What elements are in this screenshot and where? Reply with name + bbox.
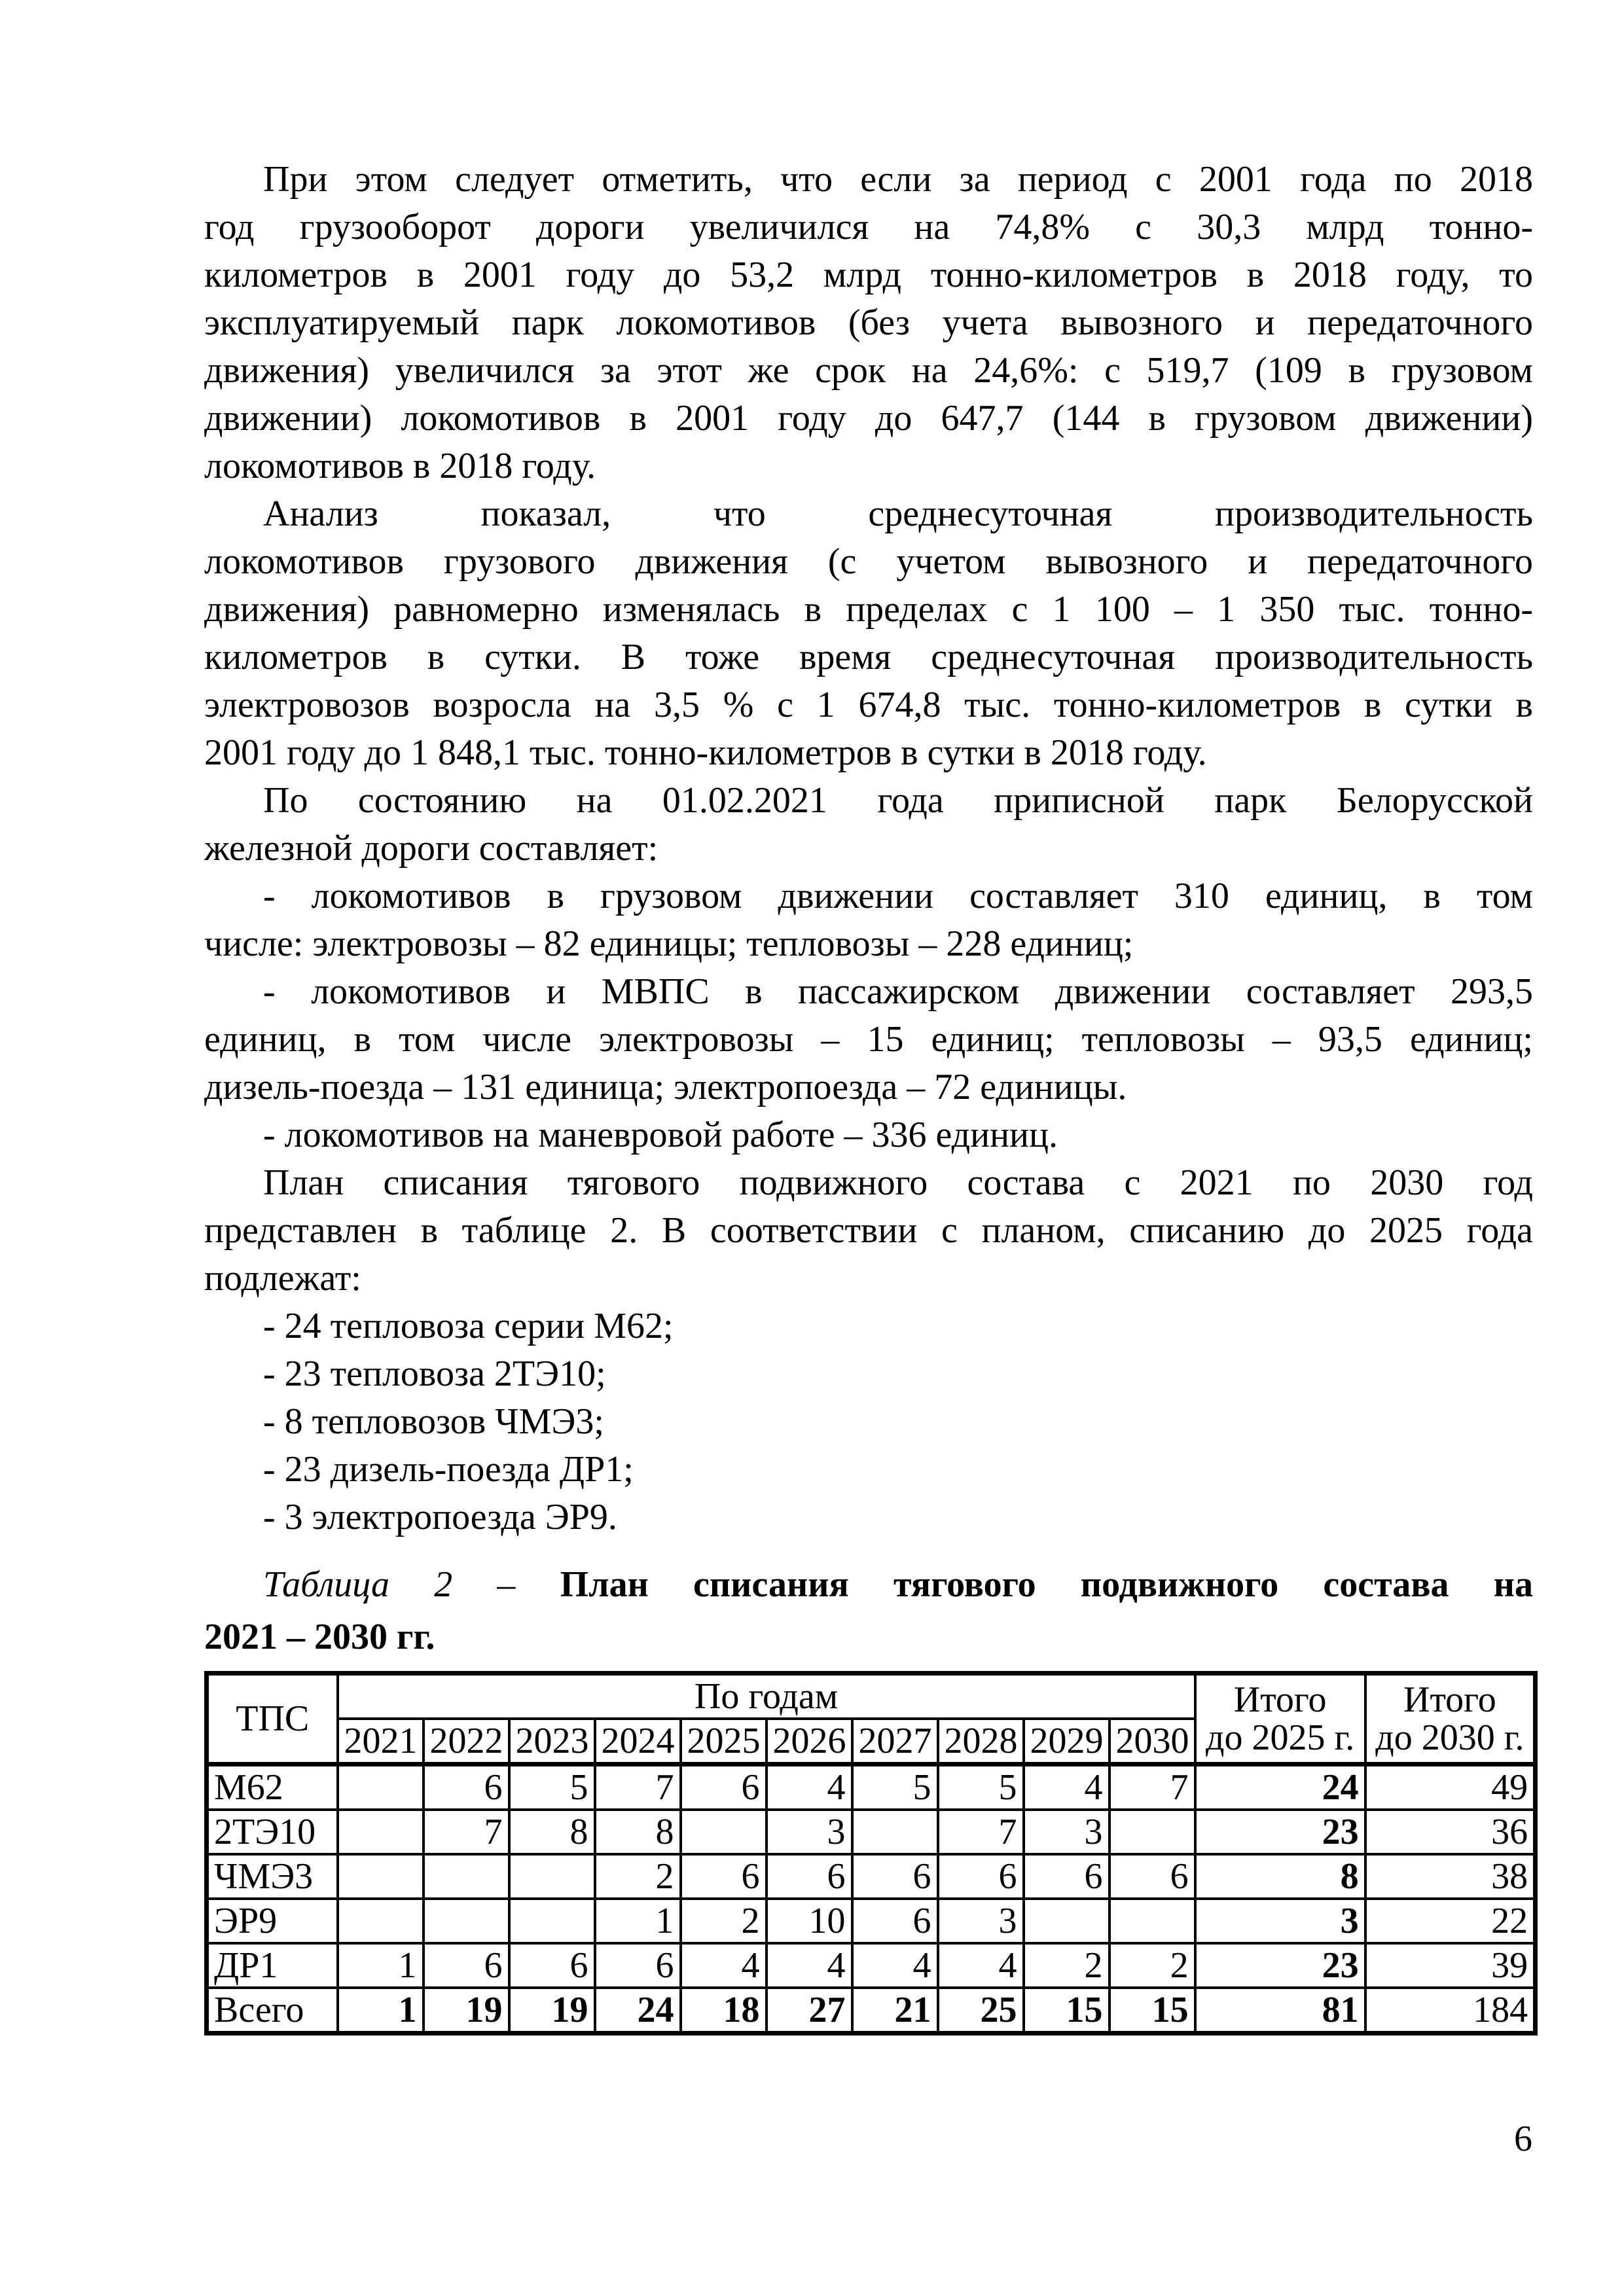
total-2025-cell: 81 [1195, 1988, 1365, 2034]
header-year-2022: 2022 [424, 1719, 509, 1765]
text-line: километров в 2001 году до 53,2 млрд тонно-километров в 2018 году, то [204, 255, 1533, 295]
year-cell-2028: 5 [938, 1765, 1024, 1810]
year-cell-2023: 6 [509, 1943, 595, 1988]
total-2030-cell: 184 [1365, 1988, 1536, 2034]
total-2025-cell: 3 [1195, 1899, 1365, 1943]
year-cell-2023 [509, 1899, 595, 1943]
paragraph [204, 968, 1533, 1111]
year-cell-2027 [852, 1810, 938, 1854]
text-line: локомотивов в 2018 году. [204, 446, 596, 486]
table-row-ДР1 [207, 1943, 1536, 1988]
text-line: дизель-поезда – 131 единица; электропоезда – 72 единицы. [204, 1067, 1127, 1107]
year-cell-2028: 3 [938, 1899, 1024, 1943]
table-caption-line1 [204, 1558, 1533, 1611]
year-cell-2021: 1 [338, 1988, 424, 2034]
year-cell-2025: 18 [681, 1988, 767, 2034]
text-line: - 8 тепловозов ЧМЭ3; [263, 1401, 604, 1442]
row-label: 2ТЭ10 [207, 1810, 338, 1854]
header-year-2025: 2025 [681, 1719, 767, 1765]
year-cell-2030: 2 [1110, 1943, 1195, 1988]
year-cell-2021 [338, 1854, 424, 1899]
total-2030-cell: 49 [1365, 1765, 1536, 1810]
year-cell-2030: 6 [1110, 1854, 1195, 1899]
table-caption [204, 1558, 1533, 1663]
text-line: локомотивов грузового движения (с учетом вывозного и передаточного [204, 541, 1533, 582]
row-label: ЧМЭ3 [207, 1854, 338, 1899]
text-line: - 23 дизель-поезда ДР1; [263, 1449, 634, 1490]
year-cell-2025: 6 [681, 1854, 767, 1899]
row-label: Всего [207, 1988, 338, 2034]
total-2025-cell: 23 [1195, 1810, 1365, 1854]
year-cell-2026: 27 [767, 1988, 852, 2034]
table-row-ЭР9 [207, 1899, 1536, 1943]
year-cell-2028: 4 [938, 1943, 1024, 1988]
table-row-М62 [207, 1765, 1536, 1810]
year-cell-2025: 2 [681, 1899, 767, 1943]
year-cell-2030: 7 [1110, 1765, 1195, 1810]
year-cell-2024: 7 [595, 1765, 681, 1810]
year-cell-2029: 15 [1024, 1988, 1110, 2034]
text-line: километров в сутки. В тоже время среднесуточная производительность [204, 637, 1533, 677]
year-cell-2022: 6 [424, 1765, 509, 1810]
year-cell-2021 [338, 1765, 424, 1810]
paragraph [204, 1302, 1533, 1350]
year-cell-2022: 7 [424, 1810, 509, 1854]
year-cell-2027: 21 [852, 1988, 938, 2034]
year-cell-2025: 4 [681, 1943, 767, 1988]
text-line: - 23 тепловоза 2ТЭ10; [263, 1354, 606, 1394]
header-total-2030-line: до 2030 г. [1375, 1717, 1525, 1758]
text-line: движения) равномерно изменялась в пределах с 1 100 – 1 350 тыс. тонно- [204, 589, 1533, 630]
year-cell-2024: 1 [595, 1899, 681, 1943]
year-cell-2024: 2 [595, 1854, 681, 1899]
text-line: движении) локомотивов в 2001 году до 647,7 (144 в грузовом движении) [204, 398, 1533, 439]
body-text [204, 156, 1533, 1541]
table-row-Всего [207, 1988, 1536, 2034]
text-line: год грузооборот дороги увеличился на 74,8% с 30,3 млрд тонно- [204, 207, 1533, 247]
caption-label: Таблица 2 [263, 1564, 453, 1605]
paragraph [204, 1398, 1533, 1446]
header-total-2030 [1365, 1674, 1536, 1765]
year-cell-2023: 8 [509, 1810, 595, 1854]
header-by-years: По годам [338, 1674, 1195, 1719]
year-cell-2028: 25 [938, 1988, 1024, 2034]
year-cell-2030: 15 [1110, 1988, 1195, 2034]
header-tps: ТПС [207, 1674, 338, 1765]
year-cell-2026: 3 [767, 1810, 852, 1854]
text-line: движения) увеличился за этот же срок на 24,6%: с 519,7 (109 в грузовом [204, 350, 1533, 391]
year-cell-2022 [424, 1899, 509, 1943]
text-line: 2001 году до 1 848,1 тыс. тонно-километров в сутки в 2018 году. [204, 732, 1207, 773]
page-content [204, 156, 1533, 2036]
year-cell-2026: 10 [767, 1899, 852, 1943]
table-row-ЧМЭ3 [207, 1854, 1536, 1899]
year-cell-2021 [338, 1810, 424, 1854]
year-cell-2030 [1110, 1899, 1195, 1943]
total-2030-cell: 22 [1365, 1899, 1536, 1943]
header-year-2028: 2028 [938, 1719, 1024, 1765]
year-cell-2024: 8 [595, 1810, 681, 1854]
total-2030-cell: 38 [1365, 1854, 1536, 1899]
year-cell-2021: 1 [338, 1943, 424, 1988]
year-cell-2029: 3 [1024, 1810, 1110, 1854]
paragraph [204, 872, 1533, 968]
header-year-2024: 2024 [595, 1719, 681, 1765]
paragraph [204, 1446, 1533, 1494]
paragraph [204, 1350, 1533, 1398]
year-cell-2022 [424, 1854, 509, 1899]
total-2030-cell: 39 [1365, 1943, 1536, 1988]
year-cell-2021 [338, 1899, 424, 1943]
caption-title: План списания тягового подвижного состава на [560, 1564, 1534, 1605]
header-year-2023: 2023 [509, 1719, 595, 1765]
paragraph [204, 1159, 1533, 1302]
year-cell-2026: 4 [767, 1765, 852, 1810]
text-line: План списания тягового подвижного состава с 2021 по 2030 год [263, 1162, 1533, 1203]
paragraph [204, 777, 1533, 872]
header-total-2025 [1195, 1674, 1365, 1765]
year-cell-2029: 6 [1024, 1854, 1110, 1899]
year-cell-2025 [681, 1810, 767, 1854]
year-cell-2028: 6 [938, 1854, 1024, 1899]
year-cell-2027: 6 [852, 1899, 938, 1943]
text-line: электровозов возросла на 3,5 % с 1 674,8 тыс. тонно-километров в сутки в [204, 685, 1533, 725]
year-cell-2030 [1110, 1810, 1195, 1854]
year-cell-2029 [1024, 1899, 1110, 1943]
page-number: 6 [1514, 2119, 1532, 2159]
total-2025-cell: 24 [1195, 1765, 1365, 1810]
paragraph [204, 156, 1533, 490]
text-line: - 3 электропоезда ЭР9. [263, 1497, 617, 1537]
text-line: - локомотивов в грузовом движении составляет 310 единиц, в том [263, 876, 1533, 916]
paragraph [204, 1494, 1533, 1541]
header-year-2027: 2027 [852, 1719, 938, 1765]
header-total-2030-line: Итого [1403, 1679, 1496, 1720]
table-row-2ТЭ10 [207, 1810, 1536, 1854]
year-cell-2025: 6 [681, 1765, 767, 1810]
header-year-2029: 2029 [1024, 1719, 1110, 1765]
year-cell-2023: 19 [509, 1988, 595, 2034]
row-label: ДР1 [207, 1943, 338, 1988]
year-cell-2023 [509, 1854, 595, 1899]
year-cell-2022: 6 [424, 1943, 509, 1988]
header-year-2026: 2026 [767, 1719, 852, 1765]
text-line: единиц, в том числе электровозы – 15 единиц; тепловозы – 93,5 единиц; [204, 1019, 1533, 1060]
year-cell-2028: 7 [938, 1810, 1024, 1854]
scrappage-plan-table [204, 1671, 1538, 2036]
text-line: - 24 тепловоза серии М62; [263, 1306, 674, 1346]
text-line: числе: электровозы – 82 единицы; тепловозы – 228 единиц; [204, 924, 1134, 964]
text-line: эксплуатируемый парк локомотивов (без учета вывозного и передаточного [204, 302, 1533, 343]
text-line: железной дороги составляет: [204, 828, 659, 869]
table-caption-line2: 2021 – 2030 гг. [204, 1617, 435, 1657]
header-total-2025-line: Итого [1233, 1679, 1327, 1720]
year-cell-2024: 24 [595, 1988, 681, 2034]
year-cell-2024: 6 [595, 1943, 681, 1988]
row-label: ЭР9 [207, 1899, 338, 1943]
header-total-2025-line: до 2025 г. [1206, 1717, 1355, 1758]
caption-dash: – [452, 1564, 560, 1605]
year-cell-2029: 2 [1024, 1943, 1110, 1988]
text-line: представлен в таблице 2. В соответствии с планом, списанию до 2025 года [204, 1210, 1533, 1251]
row-label: М62 [207, 1765, 338, 1810]
year-cell-2029: 4 [1024, 1765, 1110, 1810]
total-2025-cell: 8 [1195, 1854, 1365, 1899]
text-line: подлежат: [204, 1258, 361, 1299]
text-line: Анализ показал, что среднесуточная производительность [263, 493, 1533, 534]
year-cell-2023: 5 [509, 1765, 595, 1810]
total-2030-cell: 36 [1365, 1810, 1536, 1854]
year-cell-2026: 4 [767, 1943, 852, 1988]
year-cell-2027: 5 [852, 1765, 938, 1810]
paragraph [204, 490, 1533, 777]
year-cell-2022: 19 [424, 1988, 509, 2034]
year-cell-2026: 6 [767, 1854, 852, 1899]
text-line: По состоянию на 01.02.2021 года приписной парк Белорусской [263, 780, 1533, 821]
header-year-2030: 2030 [1110, 1719, 1195, 1765]
text-line: При этом следует отметить, что если за период с 2001 года по 2018 [263, 159, 1533, 200]
total-2025-cell: 23 [1195, 1943, 1365, 1988]
text-line: - локомотивов и МВПС в пассажирском движении составляет 293,5 [263, 971, 1533, 1012]
text-line: - локомотивов на маневровой работе – 336 единиц. [263, 1115, 1058, 1155]
paragraph [204, 1111, 1533, 1159]
year-cell-2027: 4 [852, 1943, 938, 1988]
header-year-2021: 2021 [338, 1719, 424, 1765]
year-cell-2027: 6 [852, 1854, 938, 1899]
